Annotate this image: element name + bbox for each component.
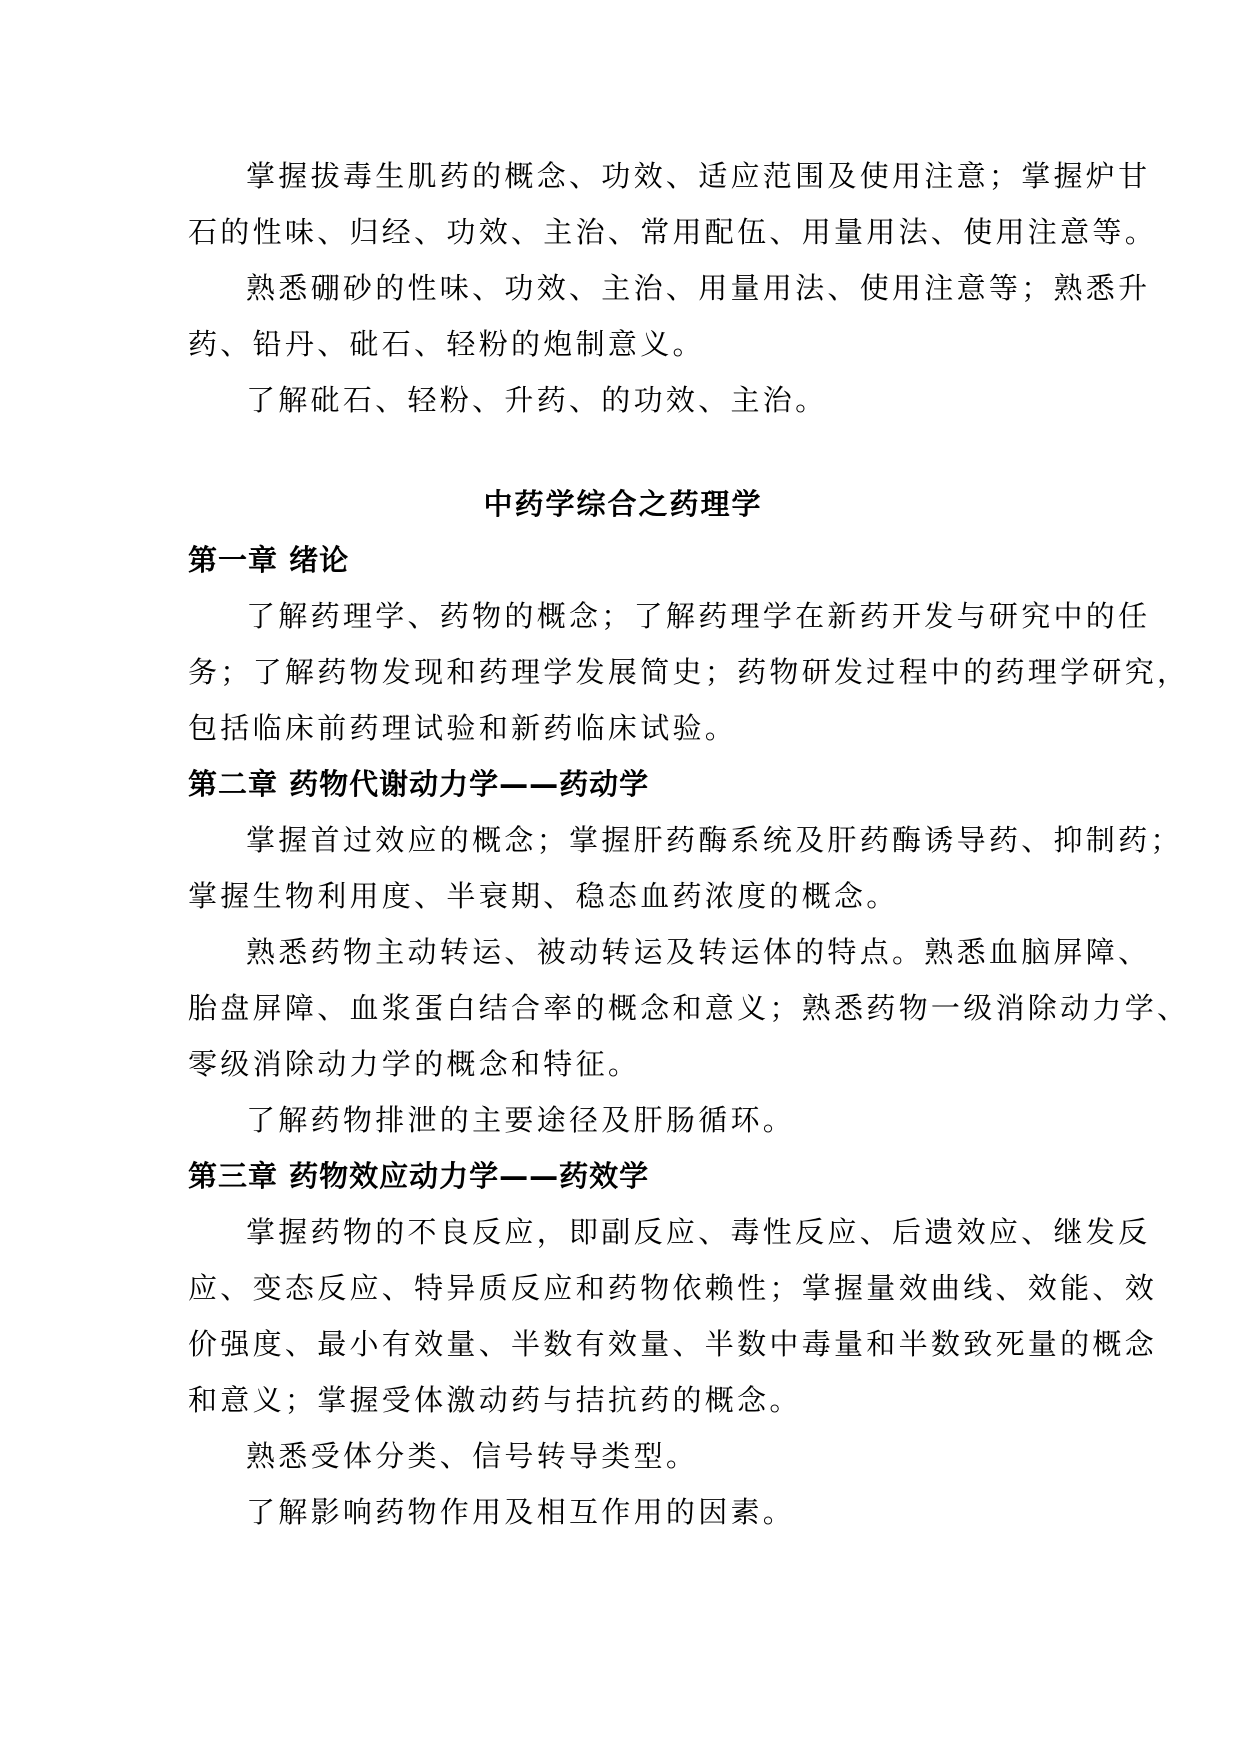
text-line: 了解药理学、药物的概念；了解药理学在新药开发与研究中的任	[246, 599, 1151, 633]
text-line: 药、铅丹、砒石、轻粉的炮制意义。	[188, 327, 705, 361]
text-line: 零级消除动力学的概念和特征。	[188, 1047, 641, 1081]
text-line: 胎盘屏障、血浆蛋白结合率的概念和意义；熟悉药物一级消除动力学、	[188, 991, 1190, 1025]
chapter-2-heading: 第二章 药物代谢动力学——药动学	[188, 767, 650, 801]
chapter-1-heading: 第一章 绪论	[188, 543, 350, 577]
chapter-2-paragraph-master	[188, 812, 1183, 924]
text-line: 了解影响药物作用及相互作用的因素。	[246, 1495, 796, 1529]
text-line: 和意义；掌握受体激动药与拮抗药的概念。	[188, 1383, 802, 1417]
text-line: 价强度、最小有效量、半数有效量、半数中毒量和半数致死量的概念	[188, 1327, 1158, 1361]
text-line: 包括临床前药理试验和新药临床试验。	[188, 711, 738, 745]
document-page	[188, 148, 1190, 1540]
chapter-1-paragraph	[188, 588, 1190, 756]
text-line: 掌握生物利用度、半衰期、稳态血药浓度的概念。	[188, 879, 899, 913]
document-title: 中药学综合之药理学	[483, 487, 763, 521]
text-line: 应、变态反应、特异质反应和药物依赖性；掌握量效曲线、效能、效	[188, 1271, 1158, 1305]
chapter-2-paragraph-familiar	[188, 924, 1190, 1092]
chapter-3-paragraph-understand	[188, 1484, 1058, 1540]
text-line: 熟悉药物主动转运、被动转运及转运体的特点。熟悉血脑屏障、	[246, 935, 1151, 969]
text-line: 了解药物排泄的主要途径及肝肠循环。	[246, 1103, 796, 1137]
text-line: 石的性味、归经、功效、主治、常用配伍、用量用法、使用注意等。	[188, 215, 1158, 249]
paragraph-arsenic-understand	[188, 372, 1058, 428]
chapter-3-heading: 第三章 药物效应动力学——药效学	[188, 1159, 650, 1193]
paragraph-detox-mastery	[188, 148, 1158, 260]
chapter-3-paragraph-familiar	[188, 1428, 1058, 1484]
chapter-2-paragraph-understand	[188, 1092, 1058, 1148]
text-line: 务；了解药物发现和药理学发展简史；药物研发过程中的药理学研究，	[188, 655, 1190, 689]
text-line: 掌握首过效应的概念；掌握肝药酶系统及肝药酶诱导药、抑制药；	[246, 823, 1183, 857]
text-line: 熟悉受体分类、信号转导类型。	[246, 1439, 699, 1473]
paragraph-borax-familiar	[188, 260, 1151, 372]
text-line: 了解砒石、轻粉、升药、的功效、主治。	[246, 383, 828, 417]
text-line: 掌握拔毒生肌药的概念、功效、适应范围及使用注意；掌握炉甘	[246, 159, 1151, 193]
text-line: 熟悉硼砂的性味、功效、主治、用量用法、使用注意等；熟悉升	[246, 271, 1151, 305]
text-line: 掌握药物的不良反应，即副反应、毒性反应、后遗效应、继发反	[246, 1215, 1151, 1249]
chapter-3-paragraph-master	[188, 1204, 1158, 1428]
